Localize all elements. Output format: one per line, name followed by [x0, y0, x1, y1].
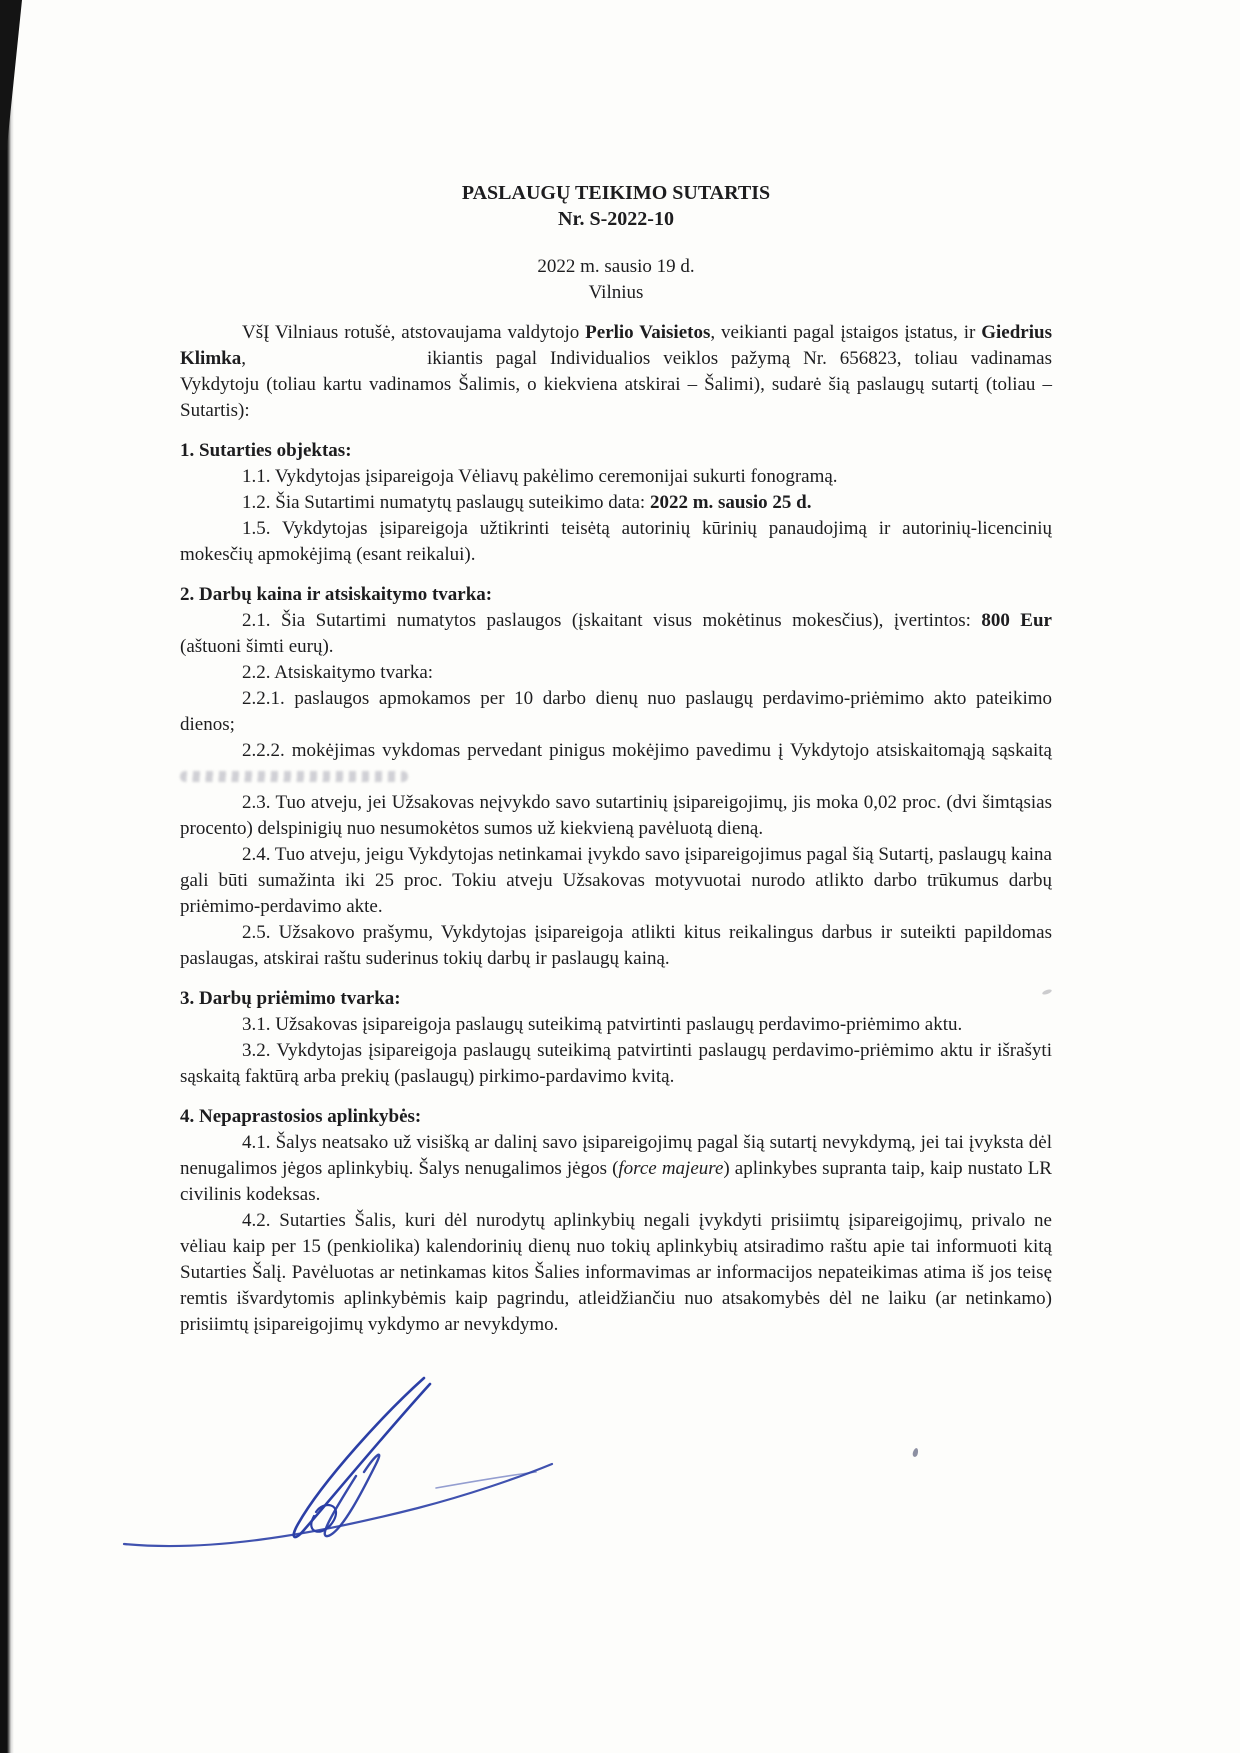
text-run: 1.5. Vykdytojas įsipareigoja užtikrinti teisėtą autorinių kūrinių panaudojimą ir autorinių-licencinių mokesčių apmokėjimą (esant reikalui). — [180, 518, 1052, 565]
document-content — [180, 180, 1052, 1338]
title-line-1 — [180, 180, 1052, 206]
title-line-2 — [180, 206, 1052, 232]
spacer — [180, 972, 1052, 986]
heading-4 — [180, 1104, 1052, 1130]
intro-paragraph — [180, 320, 1052, 424]
spacer — [180, 306, 1052, 320]
text-run: , — [241, 348, 259, 369]
place-line — [180, 280, 1052, 306]
text-run: ikiantis pagal Individualios veiklos pažymą Nr. 656823, toliau vadinamas Vykdytoju (toliau kartu vadinamos Šalimis, o kiekviena atskirai – Šalimi), sudarė šią paslaugų sutartį (toliau – Sutartis): — [180, 348, 1053, 421]
text-run: 4.1. Šalys neatsako už visišką ar dalinį savo įsipareigojimų pagal šią sutartį nevykdymą, jei tai įvyksta dėl nenugalimos jėgos aplinkybių. Šalys nenugalimos jėgos ( — [180, 1132, 1052, 1179]
text-run: 3. Darbų priėmimo tvarka: — [180, 988, 401, 1009]
text-run: 3.2. Vykdytojas įsipareigoja paslaugų suteikimą patvirtinti paslaugų perdavimo-priėmimo aktu ir išrašyti sąskaitą faktūrą arba prekių (paslaugų) pirkimo-pardavimo kvitą. — [180, 1040, 1052, 1087]
text-run: 2022 m. sausio 25 d. — [649, 492, 812, 513]
spacer — [180, 568, 1052, 582]
text-run: 2. Darbų kaina ir atsiskaitymo tvarka: — [180, 584, 493, 605]
spacer — [180, 232, 1052, 254]
signature-ink — [118, 1368, 558, 1558]
text-run: 2022 m. sausio 19 d. — [537, 256, 695, 277]
para-4-1 — [180, 1130, 1052, 1208]
smudged-account-number — [180, 771, 408, 782]
text-run: 1.2. Šia Sutartimi numatytų paslaugų suteikimo data: — [242, 492, 650, 513]
text-run: 1.1. Vykdytojas įsipareigoja Vėliavų pakėlimo ceremonijai sukurti fonogramą. — [242, 466, 838, 487]
text-run: 4. Nepaprastosios aplinkybės: — [180, 1106, 422, 1127]
text-run: 2.1. Šia Sutartimi numatytos paslaugos (įskaitant visus mokėtinus mokesčius), įvertintos: — [242, 610, 982, 631]
text-run: VšĮ Vilniaus rotušė, atstovaujama valdytojo — [242, 322, 586, 343]
signature — [118, 1368, 558, 1558]
spacer — [180, 1090, 1052, 1104]
text-run: , veikianti pagal įstaigos įstatus, ir — [710, 322, 982, 343]
text-run: 2.2. Atsiskaitymo tvarka: — [242, 662, 434, 683]
para-3-1 — [180, 1012, 1052, 1038]
redacted-gap — [259, 363, 427, 364]
text-run: 4.2. Sutarties Šalis, kuri dėl nurodytų aplinkybių negali įvykdyti prisiimtų įsipareigojimų, privalo ne vėliau kaip per 15 (penkiolika) kalendorinių dienų nuo tokių aplinkybių atsiradimo raštu apie tai informuoti kitą Sutarties Šalį. Pavėluotas ar netinkamas kitos Šalies informavimas ar informacijos nepateikimas atima iš jos teisę remtis išvardytomis aplinkybėmis kaip pagrindu, atleidžiančiu nuo atsakomybės dėl ne laiku (ar netinkamo) prisiimtų įsipareigojimų vykdymo ar nevykdymo. — [180, 1210, 1052, 1335]
text-run: 2.5. Užsakovo prašymu, Vykdytojas įsipareigoja atlikti kitus reikalingus darbus ir suteikti papildomas paslaugas, atskirai raštu suderinus tokių darbų ir paslaugų kainą. — [180, 922, 1052, 969]
scan-speck-artifact — [912, 1448, 919, 1458]
text-run: (aštuoni šimti eurų). — [180, 636, 334, 657]
para-2-2-1 — [180, 686, 1052, 738]
heading-3 — [180, 986, 1052, 1012]
text-run: ) aplinkybes supranta taip, kaip nustato LR civilinis kodeksas. — [180, 1158, 1052, 1205]
date-line — [180, 254, 1052, 280]
para-2-2 — [180, 660, 1052, 686]
text-run: PASLAUGŲ TEIKIMO SUTARTIS — [461, 182, 771, 204]
heading-1 — [180, 438, 1052, 464]
para-2-4 — [180, 842, 1052, 920]
spacer — [180, 424, 1052, 438]
text-run: 2.2.1. paslaugos apmokamos per 10 darbo dienų nuo paslaugų perdavimo-priėmimo akto pateikimo dienos; — [180, 688, 1052, 735]
para-2-3 — [180, 790, 1052, 842]
text-run: 800 Eur — [981, 610, 1052, 631]
text-run: 2.2.2. mokėjimas vykdomas pervedant pinigus mokėjimo pavedimu į Vykdytojo atsiskaitomąją sąskaitą — [242, 740, 1052, 761]
text-run: force majeure — [618, 1158, 724, 1179]
text-run: Giedrius Klimka — [180, 322, 1052, 369]
para-4-2 — [180, 1208, 1052, 1338]
para-1-2 — [180, 490, 1052, 516]
text-run: Nr. S-2022-10 — [558, 208, 674, 230]
text-run: Vilnius — [588, 282, 644, 303]
para-1-5 — [180, 516, 1052, 568]
text-run: 1. Sutarties objektas: — [180, 440, 352, 461]
scan-edge-artifact — [0, 0, 14, 1753]
para-2-1 — [180, 608, 1052, 660]
text-run: Perlio Vaisietos — [585, 322, 711, 343]
text-run: 3.1. Užsakovas įsipareigoja paslaugų suteikimą patvirtinti paslaugų perdavimo-priėmimo aktu. — [242, 1014, 963, 1035]
para-2-5 — [180, 920, 1052, 972]
para-3-2 — [180, 1038, 1052, 1090]
para-2-2-2 — [180, 738, 1052, 790]
text-run: 2.4. Tuo atveju, jeigu Vykdytojas netinkamai įvykdo savo įsipareigojimus pagal šią Sutartį, paslaugų kaina gali būti sumažinta iki 25 proc. Tokiu atveju Užsakovas motyvuotai nurodo atlikto darbo trūkumus darbų priėmimo-perdavimo akte. — [180, 844, 1052, 917]
para-1-1 — [180, 464, 1052, 490]
heading-2 — [180, 582, 1052, 608]
text-run: 2.3. Tuo atveju, jei Užsakovas neįvykdo savo sutartinių įsipareigojimų, jis moka 0,02 proc. (dvi šimtąsias procento) delspinigių nuo nesumokėtos sumos už kiekvieną pavėluotą dieną. — [180, 792, 1052, 839]
